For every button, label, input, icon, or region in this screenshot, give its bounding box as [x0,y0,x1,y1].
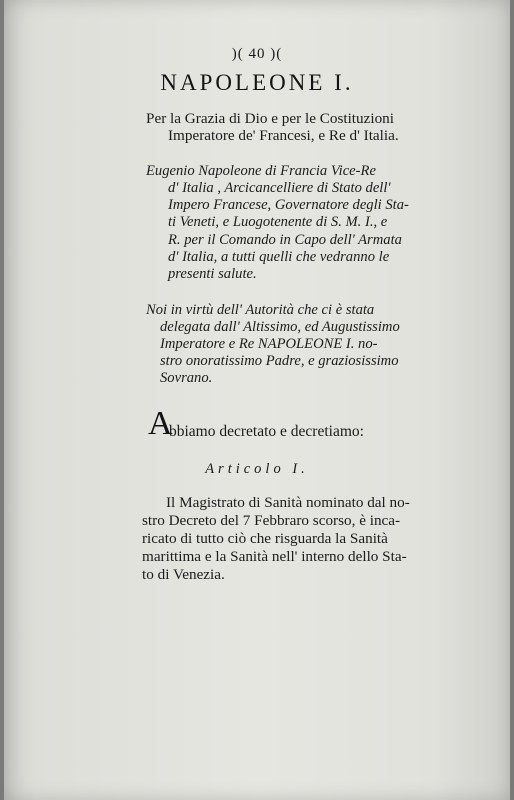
decree-initial: A [148,405,173,442]
noi-line-5: Sovrano. [160,370,213,386]
eugenio-line-1: Eugenio Napoleone di Francia Vice-Re [146,163,376,179]
intro-line-2: Imperatore de' Francesi, e Re d' Italia. [168,127,399,144]
intro-line-1: Per la Grazia di Dio e per le Costituzioni [146,110,394,127]
eugenio-line-2: d' Italia , Arcicancelliere di Stato dell' [168,180,391,196]
article-line-3: ricato di tutto ciò che risguarda la Sanità [142,530,388,547]
article-line-4: marittima e la Sanità nell' interno dello Sta- [142,548,407,565]
noi-line-3: Imperatore e Re NAPOLEONE I. no- [160,336,378,352]
eugenio-line-3: Impero Francese, Governatore degli Sta- [168,197,409,213]
eugenio-line-7: presenti salute. [168,266,257,282]
article-line-2: stro Decreto del 7 Febbraro scorso, è inca- [142,512,401,529]
noi-line-4: stro onoratissimo Padre, e graziosissimo [160,353,399,369]
article-line-1: Il Magistrato di Sanità nominato dal no- [166,494,410,511]
page-title: NAPOLEONE I. [160,70,354,95]
page-number: )( 40 )( [231,46,283,62]
eugenio-line-6: d' Italia, a tutti quelli che vedranno le [168,249,390,265]
decree-text: bbiamo decretato e decretiamo: [169,423,364,440]
noi-line-1: Noi in virtù dell' Autorità che ci è stata [146,302,375,318]
eugenio-line-5: R. per il Comando in Capo dell' Armata [168,232,402,248]
article-heading: Articolo I. [205,461,309,477]
eugenio-line-4: ti Veneti, e Luogotenente di S. M. I., e [168,214,388,230]
noi-line-2: delegata dall' Altissimo, ed Augustissimo [160,319,400,335]
document-page [4,0,510,800]
article-line-5: to di Venezia. [142,566,225,583]
